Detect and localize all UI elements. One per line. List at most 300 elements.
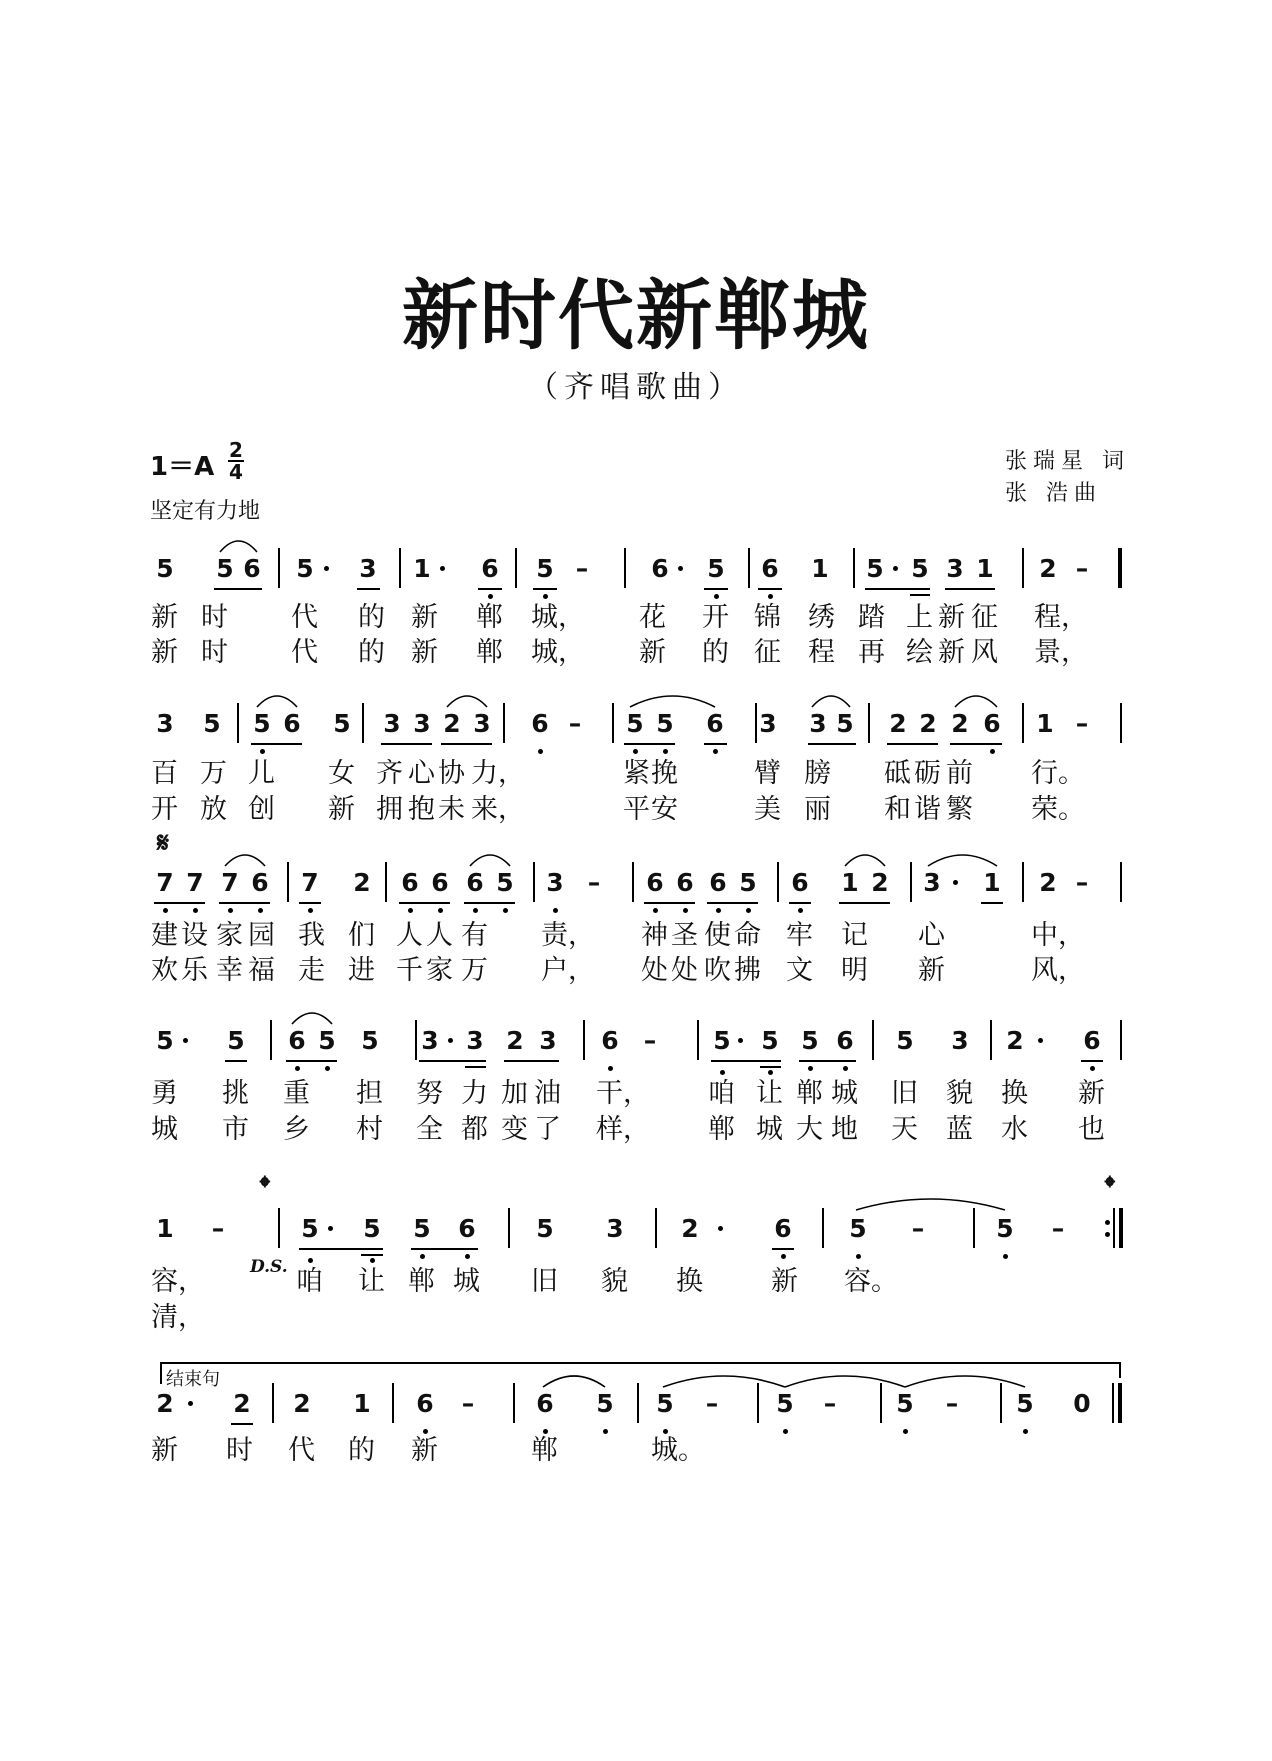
note: 1 xyxy=(811,554,829,583)
note: 5 xyxy=(536,1214,554,1243)
lyric-syllable: 担 xyxy=(356,1078,383,1109)
lyric-syllable: 放 xyxy=(200,794,227,825)
note: 5 xyxy=(318,1026,336,1055)
lyric-syllable: 设 xyxy=(181,920,208,951)
beam-underline xyxy=(219,902,270,904)
note: 5 xyxy=(896,1026,914,1055)
barline xyxy=(880,1383,882,1423)
lyric-syllable: 家 xyxy=(426,955,453,986)
augmentation-dot xyxy=(893,566,898,571)
note: 6 xyxy=(983,709,1001,738)
dash: – xyxy=(1075,709,1089,738)
note: 3 xyxy=(946,554,964,583)
note: 1 xyxy=(156,1214,174,1243)
note: 0 xyxy=(1073,1389,1091,1418)
lyric-syllable: 责， xyxy=(541,920,595,951)
lyric-syllable: 蓝 xyxy=(946,1114,973,1145)
ds-marking: D.S. xyxy=(250,1257,288,1277)
augmentation-dot xyxy=(324,566,329,571)
lyric-syllable: 风， xyxy=(1031,955,1085,986)
lyric-syllable: 繁 xyxy=(946,794,973,825)
beam-underline xyxy=(225,1060,247,1062)
barline xyxy=(1120,862,1122,902)
lyric-syllable: 咱 xyxy=(296,1266,323,1297)
lyric-syllable: 加 xyxy=(501,1078,528,1109)
tie-slur xyxy=(905,1376,1025,1387)
note: 2 xyxy=(919,709,937,738)
lyric-syllable: 郸 xyxy=(708,1114,735,1145)
low-octave-dot xyxy=(713,749,718,754)
lyric-syllable: 乡 xyxy=(283,1114,310,1145)
note: 6 xyxy=(836,1026,854,1055)
barline xyxy=(757,1383,759,1423)
barline xyxy=(697,1020,699,1060)
lyric-syllable: 新 xyxy=(411,1435,438,1466)
lyric-syllable: 平 xyxy=(623,794,650,825)
lyric-syllable: 郸 xyxy=(796,1078,823,1109)
low-octave-dot xyxy=(503,908,508,913)
note: 5 xyxy=(596,1389,614,1418)
note: 2 xyxy=(1006,1026,1024,1055)
note: 2 xyxy=(293,1389,311,1418)
note: 3 xyxy=(473,709,491,738)
note: 2 xyxy=(1039,554,1057,583)
lyric-syllable: 前 xyxy=(946,758,973,789)
note: 6 xyxy=(706,709,724,738)
low-octave-dot xyxy=(1023,1429,1028,1434)
lyric-syllable: 万 xyxy=(200,758,227,789)
barline xyxy=(270,1020,272,1060)
lyric-syllable: 协 xyxy=(438,758,465,789)
low-octave-dot xyxy=(1003,1254,1008,1259)
composer-credit: 张 浩曲 xyxy=(1005,481,1102,506)
barline xyxy=(1113,1208,1115,1248)
lyric-syllable: 城 xyxy=(756,1114,783,1145)
repeat-dot xyxy=(1105,1220,1110,1225)
note: 5 xyxy=(253,709,271,738)
tie-slur xyxy=(630,696,715,707)
note: 6 xyxy=(401,868,419,897)
note: 3 xyxy=(809,709,827,738)
lyric-syllable: 代 xyxy=(291,637,318,668)
lyric-syllable: 新 xyxy=(938,602,965,633)
note: 6 xyxy=(481,554,499,583)
note: 5 xyxy=(656,709,674,738)
note: 5 xyxy=(896,1389,914,1418)
lyric-syllable: 代 xyxy=(288,1435,315,1466)
lyric-syllable: 处 xyxy=(671,955,698,986)
note: 6 xyxy=(466,868,484,897)
lyric-syllable: 建 xyxy=(151,920,178,951)
tie-slur xyxy=(225,855,265,866)
note: 6 xyxy=(709,868,727,897)
barline xyxy=(272,1383,274,1423)
augmentation-dot xyxy=(738,1038,743,1043)
dash: – xyxy=(575,554,589,583)
low-octave-dot xyxy=(783,1429,788,1434)
barline xyxy=(1120,703,1122,743)
lyric-syllable: 儿 xyxy=(248,758,275,789)
lyric-syllable: 踏 xyxy=(858,602,885,633)
barline xyxy=(624,548,626,588)
barline xyxy=(513,1383,515,1423)
barline xyxy=(1112,1383,1114,1423)
lyric-syllable: 牢 xyxy=(786,920,813,951)
coda-sign: 𝄌 xyxy=(1105,1170,1115,1203)
lyric-syllable: 千 xyxy=(396,955,423,986)
note: 6 xyxy=(458,1214,476,1243)
lyric-syllable: 抱 xyxy=(408,794,435,825)
lyric-syllable: 户， xyxy=(541,955,595,986)
barline xyxy=(533,862,535,902)
barline xyxy=(777,862,779,902)
lyric-syllable: 郸 xyxy=(408,1266,435,1297)
note: 6 xyxy=(774,1214,792,1243)
barline xyxy=(990,1020,992,1060)
barline xyxy=(1022,862,1024,902)
tie-slur xyxy=(292,1013,332,1024)
tie-slur xyxy=(928,855,997,866)
lyric-syllable: 新 xyxy=(151,602,178,633)
dash: – xyxy=(823,1389,837,1418)
barline xyxy=(415,1020,417,1060)
lyric-syllable: 的 xyxy=(702,637,729,668)
note: 3 xyxy=(383,709,401,738)
lyric-syllable: 有 xyxy=(461,920,488,951)
note: 1 xyxy=(1036,709,1054,738)
lyric-syllable: 城， xyxy=(531,637,585,668)
note: 6 xyxy=(536,1389,554,1418)
lyric-syllable: 时 xyxy=(201,602,228,633)
lyric-syllable: 福 xyxy=(248,955,275,986)
lyric-syllable: 砺 xyxy=(914,758,941,789)
lyric-syllable: 行。 xyxy=(1031,758,1085,789)
dash: – xyxy=(1075,554,1089,583)
lyric-syllable: 挑 xyxy=(222,1078,249,1109)
ending-label: 结束句 xyxy=(166,1369,220,1390)
lyric-syllable: 郸 xyxy=(531,1435,558,1466)
lyric-syllable: 幸 xyxy=(216,955,243,986)
note: 1 xyxy=(983,868,1001,897)
lyric-syllable: 圣 xyxy=(671,920,698,951)
lyric-syllable: 命 xyxy=(734,920,761,951)
note: 3 xyxy=(413,709,431,738)
lyric-syllable: 新 xyxy=(411,602,438,633)
lyric-syllable: 油 xyxy=(534,1078,561,1109)
time-signature xyxy=(228,440,244,482)
barline xyxy=(755,703,757,743)
note: 5 xyxy=(713,1026,731,1055)
note: 5 xyxy=(849,1214,867,1243)
lyric-syllable: 来， xyxy=(471,794,525,825)
beam-underline xyxy=(758,588,782,590)
lyric-syllable: 重 xyxy=(283,1078,310,1109)
beam-underline xyxy=(231,1423,253,1425)
lyric-syllable: 新 xyxy=(1078,1078,1105,1109)
dash: – xyxy=(1051,1214,1065,1243)
lyric-syllable: 和 xyxy=(884,794,911,825)
lyric-syllable: 吹 xyxy=(704,955,731,986)
lyric-syllable: 人 xyxy=(396,920,423,951)
note: 2 xyxy=(951,709,969,738)
barline xyxy=(392,1383,394,1423)
lyric-syllable: 花 xyxy=(639,602,666,633)
lyric-syllable: 换 xyxy=(676,1266,703,1297)
note: 5 xyxy=(656,1389,674,1418)
low-octave-dot xyxy=(990,749,995,754)
lyric-syllable: 使 xyxy=(704,920,731,951)
note: 3 xyxy=(606,1214,624,1243)
lyric-syllable: 全 xyxy=(416,1114,443,1145)
note: 2 xyxy=(889,709,907,738)
dash: – xyxy=(643,1026,657,1055)
barline xyxy=(583,1020,585,1060)
lyric-syllable: 村 xyxy=(356,1114,383,1145)
note: 3 xyxy=(539,1026,557,1055)
note: 2 xyxy=(681,1214,699,1243)
tie-slur xyxy=(543,1376,605,1387)
note: 2 xyxy=(353,868,371,897)
barline xyxy=(287,862,289,902)
barline xyxy=(748,548,750,588)
augmentation-dot xyxy=(188,1401,193,1406)
tie-slur xyxy=(663,1376,785,1387)
barline xyxy=(399,548,401,588)
augmentation-dot xyxy=(1038,1038,1043,1043)
lyric-syllable: 再 xyxy=(858,637,885,668)
lyric-syllable: 变 xyxy=(501,1114,528,1145)
lyricist-credit: 张瑞星 词 xyxy=(1005,449,1130,474)
note: 5 xyxy=(156,554,174,583)
augmentation-dot xyxy=(328,1226,333,1231)
lyric-syllable: 绣 xyxy=(808,602,835,633)
note: 2 xyxy=(506,1026,524,1055)
note: 6 xyxy=(243,554,261,583)
lyric-syllable: 旧 xyxy=(891,1078,918,1109)
lyric-syllable: 美 xyxy=(754,794,781,825)
barline xyxy=(1022,548,1024,588)
page-title: 新时代新郸城 xyxy=(402,271,870,360)
note: 3 xyxy=(156,709,174,738)
beam-underline xyxy=(945,588,995,590)
beam-underline xyxy=(1081,1060,1103,1062)
barline xyxy=(1000,1383,1002,1423)
note: 3 xyxy=(546,868,564,897)
beam-underline xyxy=(441,743,492,745)
beam-underline xyxy=(419,1060,486,1062)
lyric-syllable: 代 xyxy=(291,602,318,633)
note: 6 xyxy=(601,1026,619,1055)
beam-underline xyxy=(251,743,302,745)
note: 6 xyxy=(531,709,549,738)
augmentation-dot xyxy=(448,1038,453,1043)
lyric-syllable: 欢 xyxy=(151,955,178,986)
beam-underline xyxy=(865,588,930,590)
lyric-syllable: 地 xyxy=(831,1114,858,1145)
note: 5 xyxy=(156,1026,174,1055)
note: 1 xyxy=(976,554,994,583)
beam-underline xyxy=(644,902,695,904)
beam-underline xyxy=(704,588,728,590)
note: 5 xyxy=(836,709,854,738)
segno-sign: 𝄋 xyxy=(157,826,170,859)
note: 2 xyxy=(156,1389,174,1418)
lyric-syllable: 拂 xyxy=(734,955,761,986)
note: 6 xyxy=(651,554,669,583)
lyric-syllable: 努 xyxy=(416,1078,443,1109)
lyric-syllable: 天 xyxy=(891,1114,918,1145)
note: 6 xyxy=(416,1389,434,1418)
lyric-syllable: 万 xyxy=(461,955,488,986)
lyric-syllable: 齐 xyxy=(376,758,403,789)
beam-underline xyxy=(704,743,727,745)
dash: – xyxy=(461,1389,475,1418)
barline xyxy=(822,1208,824,1248)
barline xyxy=(1120,548,1122,588)
lyric-syllable: 市 xyxy=(222,1114,249,1145)
beam-underline xyxy=(533,588,557,590)
lyric-syllable: 清， xyxy=(151,1302,205,1333)
beam-underline xyxy=(772,1248,794,1250)
note: 3 xyxy=(759,709,777,738)
lyric-syllable: 我 xyxy=(298,920,325,951)
beam-underline xyxy=(357,588,380,590)
note: 5 xyxy=(776,1389,794,1418)
note: 7 xyxy=(221,868,239,897)
beam-underline xyxy=(789,902,811,904)
lyric-syllable: 城 xyxy=(831,1078,858,1109)
lyric-syllable: 郸 xyxy=(476,637,503,668)
tie-slur xyxy=(447,696,487,707)
beam-underline xyxy=(299,1248,383,1250)
note: 5 xyxy=(739,868,757,897)
lyric-syllable: 时 xyxy=(226,1435,253,1466)
note: 6 xyxy=(431,868,449,897)
beam-underline xyxy=(286,1060,337,1062)
note: 5 xyxy=(801,1026,819,1055)
beam-underline xyxy=(411,1248,478,1250)
barline xyxy=(872,1020,874,1060)
dash: – xyxy=(587,868,601,897)
lyric-syllable: 程， xyxy=(1034,602,1088,633)
tie-slur xyxy=(845,855,885,866)
beam-underline xyxy=(299,902,321,904)
lyric-syllable: 的 xyxy=(358,602,385,633)
lyric-syllable: 开 xyxy=(702,602,729,633)
lyric-syllable: 征 xyxy=(754,637,781,668)
barline xyxy=(910,862,912,902)
lyric-syllable: 文 xyxy=(786,955,813,986)
barline xyxy=(973,1208,975,1248)
dash: – xyxy=(1075,868,1089,897)
tempo-marking: 坚定有力地 xyxy=(150,499,261,524)
barline xyxy=(362,703,364,743)
beam-underline xyxy=(887,743,938,745)
note: 5 xyxy=(216,554,234,583)
lyric-syllable: 挽 xyxy=(651,758,678,789)
dash: – xyxy=(568,709,582,738)
lyric-syllable: 貌 xyxy=(946,1078,973,1109)
beam-underline xyxy=(504,1060,559,1062)
time-signature-bottom: 4 xyxy=(229,460,243,484)
beam-underline xyxy=(808,743,856,745)
lyric-syllable: 了 xyxy=(534,1114,561,1145)
lyric-syllable: 膀 xyxy=(804,758,831,789)
lyric-syllable: 们 xyxy=(348,920,375,951)
note: 6 xyxy=(791,868,809,897)
lyric-syllable: 新 xyxy=(771,1266,798,1297)
low-octave-dot xyxy=(603,1429,608,1434)
lyric-syllable: 记 xyxy=(841,920,868,951)
note: 5 xyxy=(496,868,514,897)
note: 1 xyxy=(353,1389,371,1418)
note: 5 xyxy=(361,1026,379,1055)
barline xyxy=(503,703,505,743)
barline xyxy=(853,548,855,588)
barline xyxy=(868,703,870,743)
lyric-syllable: 风 xyxy=(971,637,998,668)
augmentation-dot xyxy=(718,1226,723,1231)
lyric-syllable: 勇 xyxy=(151,1078,178,1109)
lyric-syllable: 新 xyxy=(151,1435,178,1466)
beam-underline xyxy=(707,902,758,904)
note: 3 xyxy=(466,1026,484,1055)
lyric-syllable: 处 xyxy=(641,955,668,986)
lyric-syllable: 安 xyxy=(651,794,678,825)
beam-underline xyxy=(624,743,675,745)
note: 6 xyxy=(676,868,694,897)
barline xyxy=(655,1208,657,1248)
lyric-syllable: 荣。 xyxy=(1031,794,1085,825)
lyric-syllable: 新 xyxy=(918,955,945,986)
barline xyxy=(1118,1383,1122,1423)
beam-underline xyxy=(154,902,205,904)
lyric-syllable: 臂 xyxy=(754,758,781,789)
lyric-syllable: 征 xyxy=(971,602,998,633)
note: 6 xyxy=(761,554,779,583)
lyric-syllable: 家 xyxy=(216,920,243,951)
beam-underline xyxy=(839,902,890,904)
note: 7 xyxy=(186,868,204,897)
dash: – xyxy=(911,1214,925,1243)
lyric-syllable: 力， xyxy=(471,758,525,789)
note: 3 xyxy=(359,554,377,583)
augmentation-dot xyxy=(183,1038,188,1043)
lyric-syllable: 水 xyxy=(1001,1114,1028,1145)
lyric-syllable: 绘 xyxy=(906,637,933,668)
note: 3 xyxy=(421,1026,439,1055)
note: 2 xyxy=(233,1389,251,1418)
lyric-syllable: 进 xyxy=(348,955,375,986)
lyric-syllable: 程 xyxy=(808,637,835,668)
barline xyxy=(1119,1208,1123,1248)
tie-slur xyxy=(785,1376,905,1387)
note: 5 xyxy=(996,1214,1014,1243)
note: 6 xyxy=(283,709,301,738)
lyric-syllable: 容。 xyxy=(844,1266,898,1297)
lyric-syllable: 心 xyxy=(408,758,435,789)
lyric-syllable: 新 xyxy=(151,637,178,668)
note: 3 xyxy=(923,868,941,897)
lyric-syllable: 城 xyxy=(453,1266,480,1297)
lyric-syllable: 中， xyxy=(1031,920,1085,951)
tie-slur xyxy=(470,855,510,866)
note: 3 xyxy=(951,1026,969,1055)
note: 5 xyxy=(333,709,351,738)
barline xyxy=(278,548,280,588)
repeat-dot xyxy=(1105,1232,1110,1237)
note: 7 xyxy=(156,868,174,897)
